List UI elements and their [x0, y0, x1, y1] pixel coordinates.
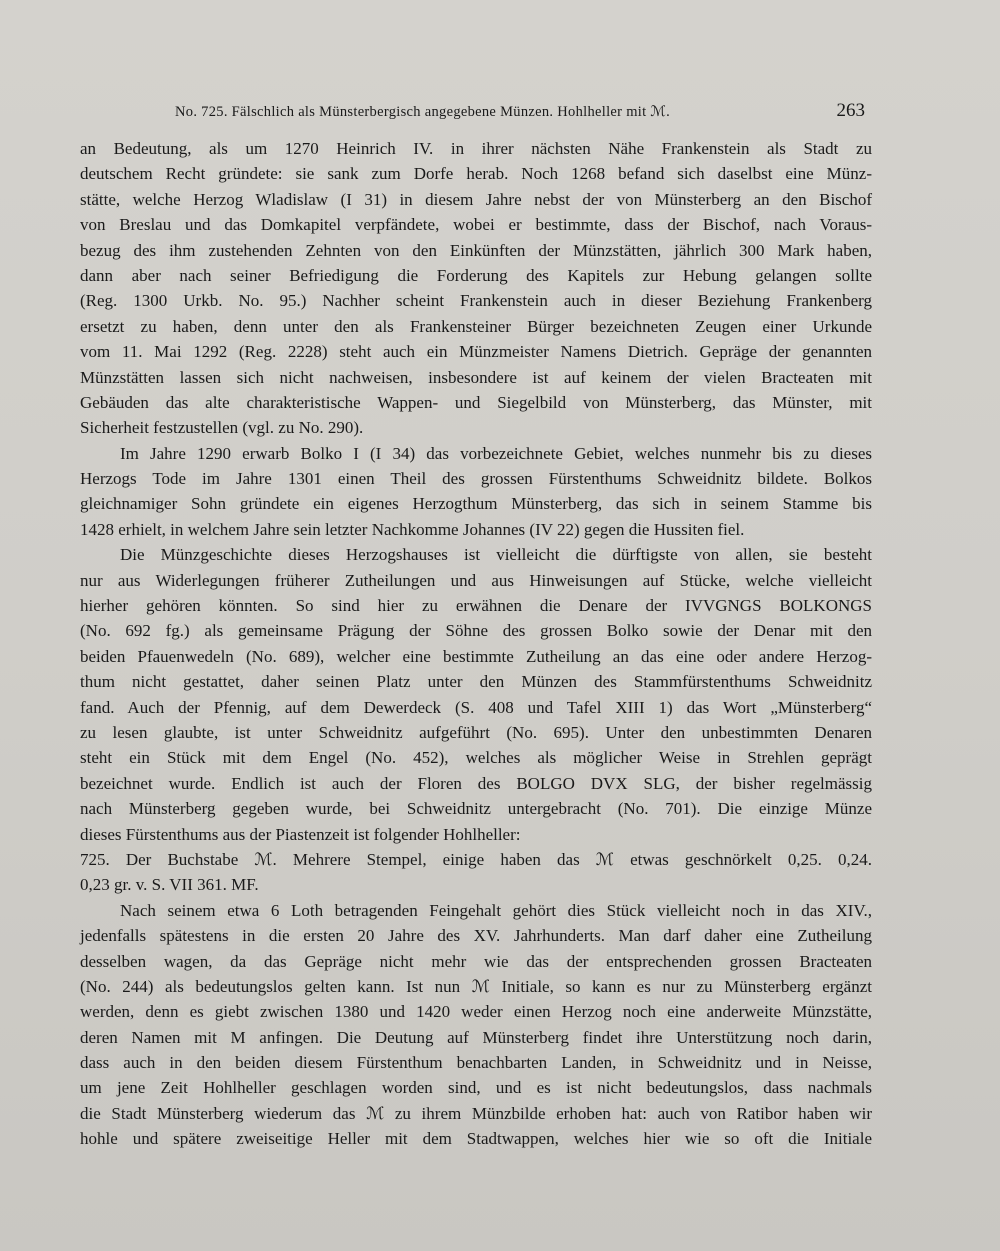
- text-line: dass auch in den beiden diesem Fürstenthum benachbarten Landen, in Schweidnitz und in Neisse,: [80, 1053, 872, 1073]
- text-line: Sicherheit festzustellen (vgl. zu No. 290).: [80, 418, 364, 438]
- text-line: (No. 692 fg.) als gemeinsame Prägung der Söhne des grossen Bolko sowie der Denar mit den: [80, 621, 872, 641]
- text-line: gleichnamiger Sohn gründete ein eigenes Herzogthum Münsterberg, das sich in seinem Stamme bis: [80, 494, 872, 514]
- text-line: deutschem Recht gründete: sie sank zum Dorfe herab. Noch 1268 befand sich daselbst eine Münz-: [80, 164, 872, 184]
- text-line: nur aus Widerlegungen früherer Zutheilungen und aus Hinweisungen auf Stücke, welche vielleicht: [80, 570, 872, 590]
- text-line: Nach seinem etwa 6 Loth betragenden Feingehalt gehört dies Stück vielleicht noch in das XIV.,: [120, 900, 872, 920]
- text-line: zu lesen glaubte, ist unter Schweidnitz aufgeführt (No. 695). Unter den unbestimmten Denaren: [80, 722, 872, 742]
- text-line: nach Münsterberg gegeben wurde, bei Schweidnitz untergebracht (No. 701). Die einzige Münze: [80, 799, 872, 819]
- text-line: Die Münzgeschichte dieses Herzogshauses ist vielleicht die dürftigste von allen, sie besteht: [120, 545, 872, 565]
- text-line: desselben wagen, da das Gepräge nicht mehr wie das der entsprechenden grossen Bracteaten: [80, 951, 872, 971]
- page-number: 263: [836, 100, 865, 121]
- text-line: bezeichnet wurde. Endlich ist auch der Floren des BOLGO DVX SLG, der bisher regelmässig: [80, 773, 872, 793]
- text-line: von Breslau und das Domkapitel verpfändete, wobei er bestimmte, dass der Bischof, nach Voraus-: [80, 215, 872, 235]
- text-line: die Stadt Münsterberg wiederum das ℳ zu ihrem Münzbilde erhoben hat: auch von Ratibor haben wir: [80, 1103, 872, 1123]
- text-line: Herzogs Tode im Jahre 1301 einen Theil des grossen Fürstenthums Schweidnitz bildete. Bolkos: [80, 469, 872, 489]
- text-line: bezug des ihm zustehenden Zehnten von den Einkünften der Münzstätten, jährlich 300 Mark haben,: [80, 240, 872, 260]
- text-line: dann aber nach seiner Befriedigung die Forderung des Kapitels zur Hebung gelangen sollte: [80, 265, 872, 285]
- text-line: Gebäuden das alte charakteristische Wappen- und Siegelbild von Münsterberg, das Münster, mit: [80, 392, 872, 412]
- text-line: steht ein Stück mit dem Engel (No. 452), welches als möglicher Weise in Strehlen geprägt: [80, 748, 872, 768]
- text-line: Im Jahre 1290 erwarb Bolko I (I 34) das vorbezeichnete Gebiet, welches nunmehr bis zu dieses: [120, 443, 872, 463]
- text-line: um jene Zeit Hohlheller geschlagen worden sind, und es ist nicht bedeutungslos, dass nachmals: [80, 1078, 872, 1098]
- text-line: an Bedeutung, als um 1270 Heinrich IV. in ihrer nächsten Nähe Frankenstein als Stadt zu: [80, 139, 872, 158]
- text-line: (No. 244) als bedeutungslos gelten kann. Ist nun ℳ Initiale, so kann es nur zu Münsterberg ergänzt: [80, 976, 872, 996]
- running-header: [80, 100, 865, 124]
- text-line: stätte, welche Herzog Wladislaw (I 31) in diesem Jahre nebst der von Münsterberg an den Bischof: [80, 189, 872, 209]
- text-line: beiden Pfauenwedeln (No. 689), welcher eine bestimmte Zutheilung an das eine oder andere Herzog-: [80, 646, 872, 666]
- text-line: jedenfalls spätestens in die ersten 20 Jahre des XV. Jahrhunderts. Man darf daher eine Zutheilung: [80, 926, 872, 946]
- text-line: thum nicht gestattet, daher seinen Platz unter den Münzen des Stammfürstenthums Schweidnitz: [80, 672, 872, 692]
- text-line: deren Namen mit M anfingen. Die Deutung auf Münsterberg findet ihre Unterstützung noch darin,: [80, 1027, 872, 1047]
- body-text: [80, 136, 872, 1152]
- header-title: No. 725. Fälschlich als Münsterbergisch angegebene Münzen. Hohlheller mit ℳ.: [175, 104, 671, 120]
- text-line: (Reg. 1300 Urkb. No. 95.) Nachher scheint Frankenstein auch in dieser Beziehung Frankenberg: [80, 291, 872, 311]
- text-line: hierher gehören könnten. So sind hier zu erwähnen die Denare der IVVGNGS BOLKONGS: [80, 596, 872, 616]
- text-line: ersetzt zu haben, denn unter den als Frankensteiner Bürger bezeichneten Zeugen einer Urkunde: [80, 316, 872, 336]
- text-line: 0,23 gr. v. S. VII 361. MF.: [80, 875, 259, 895]
- text-line: Münzstätten lassen sich nicht nachweisen, insbesondere ist auf keinem der vielen Bracteaten mit: [80, 367, 872, 387]
- text-line: vom 11. Mai 1292 (Reg. 2228) steht auch ein Münzmeister Namens Dietrich. Gepräge der genannten: [80, 342, 872, 362]
- text-line: 1428 erhielt, in welchem Jahre sein letzter Nachkomme Johannes (IV 22) gegen die Hussiten fiel.: [80, 519, 745, 539]
- text-line: hohle und spätere zweiseitige Heller mit dem Stadtwappen, welches hier wie so oft die Initiale: [80, 1129, 872, 1149]
- text-line: fand. Auch der Pfennig, auf dem Dewerdeck (S. 408 und Tafel XIII 1) das Wort „Münsterberg“: [80, 697, 872, 717]
- text-line: dieses Fürstenthums aus der Piastenzeit ist folgender Hohlheller:: [80, 824, 521, 844]
- text-line: 725. Der Buchstabe ℳ. Mehrere Stempel, einige haben das ℳ etwas geschnörkelt 0,25. 0,24.: [80, 849, 872, 869]
- text-line: werden, denn es giebt zwischen 1380 und 1420 weder einen Herzog noch eine anderweite Münzstätte,: [80, 1002, 872, 1022]
